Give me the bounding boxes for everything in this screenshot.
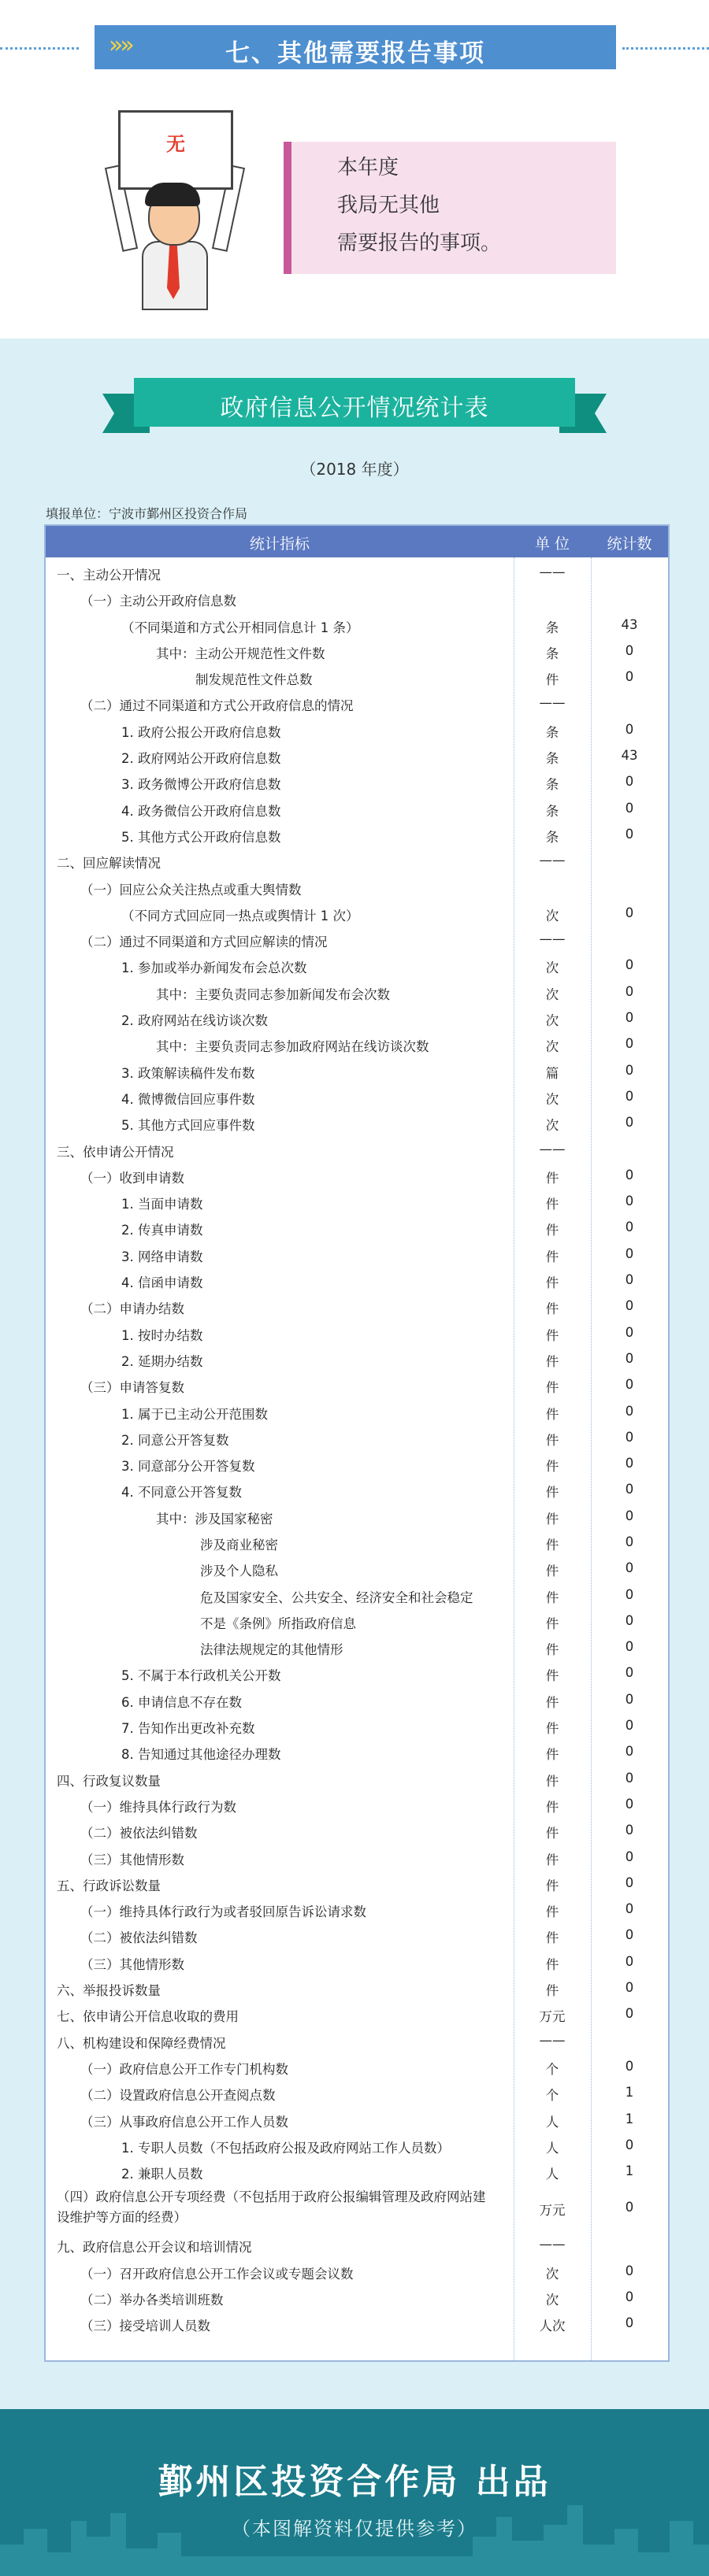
row-indicator: 八、机构建设和保障经费情况 — [57, 2035, 226, 2051]
row-value: 1 — [625, 2163, 634, 2179]
sign-text: 无 — [166, 133, 185, 155]
section-title-bar — [95, 25, 616, 69]
table-row — [46, 1031, 668, 1057]
header-count: 统计数 — [607, 535, 652, 553]
row-indicator: （三）申请答复数 — [80, 1380, 184, 1396]
table-row — [46, 1844, 668, 1870]
row-unit: —— — [539, 2032, 566, 2048]
table-row — [46, 847, 668, 873]
table-row — [46, 1188, 668, 1214]
table-row — [46, 2310, 668, 2336]
table-row — [46, 1817, 668, 1843]
table-row — [46, 2027, 668, 2053]
row-unit: 次 — [545, 1118, 559, 1134]
row-value: 0 — [625, 1691, 634, 1707]
row-unit: 件 — [545, 1616, 559, 1631]
table-row — [46, 2079, 668, 2105]
table-row — [46, 952, 668, 978]
row-unit: 件 — [545, 1826, 559, 1841]
row-indicator: 制发规范性文件总数 — [195, 672, 313, 688]
table-row — [46, 690, 668, 716]
row-indicator: （三）其他情形数 — [80, 1956, 184, 1972]
row-indicator: 涉及商业秘密 — [200, 1537, 278, 1553]
row-unit: 件 — [545, 1799, 559, 1815]
stats-title-ribbon — [134, 378, 575, 427]
row-unit: 件 — [545, 1852, 559, 1867]
row-indicator: （二）通过不同渠道和方式公开政府信息的情况 — [80, 698, 354, 714]
table-row — [46, 1922, 668, 1948]
table-row — [46, 1686, 668, 1712]
row-unit: 件 — [545, 1668, 559, 1684]
table-row — [46, 2106, 668, 2132]
row-indicator: （二）被依法纠错数 — [80, 1826, 198, 1841]
row-indicator: （一）召开政府信息公开工作会议或专题会议数 — [80, 2266, 354, 2282]
table-row — [46, 795, 668, 821]
table-row — [46, 1293, 668, 1319]
row-value: 0 — [625, 1849, 634, 1864]
row-indicator: 1. 按时办结数 — [121, 1327, 203, 1343]
row-unit: 件 — [545, 1406, 559, 1422]
table-row — [46, 559, 668, 585]
row-indicator: 六、举报投诉数量 — [57, 1983, 161, 1999]
row-indicator: （二）设置政府信息公开查阅点数 — [80, 2088, 276, 2104]
row-unit: 件 — [545, 1249, 559, 1264]
row-indicator: 其中：主要负责同志参加政府网站在线访谈次数 — [156, 1039, 429, 1055]
note-line-3: 需要报告的事项。 — [337, 231, 502, 255]
row-indicator: （三）其他情形数 — [80, 1852, 184, 1867]
row-indicator: 其中：主要负责同志参加新闻发布会次数 — [156, 986, 390, 1002]
row-value: 0 — [625, 826, 634, 842]
row-value: 1 — [625, 2111, 634, 2126]
row-value: 0 — [625, 1377, 634, 1393]
row-indicator: 1. 政府公报公开政府信息数 — [121, 724, 281, 740]
row-indicator: 四、行政复议数量 — [57, 1773, 161, 1789]
person-hair — [145, 183, 200, 206]
row-unit: —— — [539, 2237, 566, 2252]
table-row — [46, 1136, 668, 1162]
row-value: 43 — [621, 748, 638, 764]
row-unit: 件 — [545, 1773, 559, 1789]
row-unit: 万元 — [539, 2203, 566, 2219]
table-row — [46, 1555, 668, 1581]
row-indicator: 3. 网络申请数 — [121, 1249, 203, 1264]
table-row — [46, 1634, 668, 1660]
row-indicator: 2. 延期办结数 — [121, 1353, 203, 1369]
row-unit: 件 — [545, 1564, 559, 1579]
row-value: 0 — [625, 1010, 634, 1026]
row-value: 0 — [625, 1167, 634, 1183]
row-indicator: 危及国家安全、公共安全、经济安全和社会稳定 — [200, 1590, 473, 1605]
table-row — [46, 1371, 668, 1397]
row-value: 0 — [625, 1665, 634, 1681]
row-indicator: 3. 同意部分公开答复数 — [121, 1459, 255, 1475]
header-unit: 单 位 — [534, 535, 570, 553]
row-indicator: 法律法规规定的其他情形 — [200, 1642, 343, 1658]
row-unit: 次 — [545, 908, 559, 923]
row-unit: 条 — [545, 646, 559, 661]
row-value: 0 — [625, 1036, 634, 1052]
table-row — [46, 1896, 668, 1922]
row-indicator: 4. 微博微信回应事件数 — [121, 1091, 255, 1107]
row-unit: 人 — [545, 2167, 559, 2182]
row-unit: 件 — [545, 1904, 559, 1920]
row-value: 1 — [625, 2085, 634, 2100]
row-indicator: 2. 政府网站在线访谈次数 — [121, 1013, 268, 1029]
table-row — [46, 742, 668, 768]
row-value: 0 — [625, 1324, 634, 1340]
table-row — [46, 2231, 668, 2257]
footer — [0, 2409, 709, 2576]
table-header — [46, 526, 668, 557]
row-indicator: （一）政府信息公开工作专门机构数 — [80, 2061, 288, 2077]
row-indicator: 九、政府信息公开会议和培训情况 — [57, 2240, 252, 2256]
row-value: 0 — [625, 1534, 634, 1549]
row-indicator: 4. 政务微信公开政府信息数 — [121, 803, 281, 819]
row-indicator: 五、行政诉讼数量 — [57, 1878, 161, 1893]
row-unit: 件 — [545, 1878, 559, 1893]
row-indicator: （不同渠道和方式公开相同信息计 1 条） — [121, 620, 359, 635]
header-indicator: 统计指标 — [249, 535, 310, 553]
row-unit: 件 — [545, 1642, 559, 1658]
table-row — [46, 2053, 668, 2079]
table-row — [46, 768, 668, 794]
table-row — [46, 1241, 668, 1267]
row-indicator: 其中：涉及国家秘密 — [156, 1511, 273, 1527]
row-value: 0 — [625, 1639, 634, 1655]
row-unit: —— — [539, 931, 566, 947]
table-row — [46, 1765, 668, 1791]
row-indicator: 4. 不同意公开答复数 — [121, 1485, 242, 1501]
row-value: 0 — [625, 2315, 634, 2331]
row-value: 0 — [625, 800, 634, 816]
table-row — [46, 1109, 668, 1135]
row-value: 0 — [625, 1953, 634, 1969]
section-title: 七、其他需要报告事项 — [225, 39, 485, 68]
dotted-line-right — [622, 47, 709, 50]
row-indicator: 1. 属于已主动公开范围数 — [121, 1406, 268, 1422]
row-unit: 篇 — [545, 1065, 559, 1081]
row-indicator: 8. 告知通过其他途径办理数 — [121, 1747, 281, 1763]
person-holding-sign-illustration — [110, 110, 260, 307]
footer-title: 鄞州区投资合作局 出品 — [158, 2462, 551, 2502]
row-indicator: （二）申请办结数 — [80, 1301, 184, 1317]
table-row — [46, 1345, 668, 1371]
table-body — [46, 559, 668, 2337]
row-unit: —— — [539, 1141, 566, 1157]
row-value: 0 — [625, 1770, 634, 1786]
table-row — [46, 1450, 668, 1476]
table-row — [46, 1162, 668, 1188]
table-row — [46, 2258, 668, 2284]
row-indicator: 4. 信函申请数 — [121, 1275, 203, 1291]
row-unit: —— — [539, 564, 566, 579]
row-unit: 次 — [545, 2293, 559, 2308]
row-value: 0 — [625, 1298, 634, 1314]
row-value: 0 — [625, 1901, 634, 1917]
row-indicator: （一）主动公开政府信息数 — [80, 594, 236, 609]
row-unit: 条 — [545, 751, 559, 767]
row-value: 0 — [625, 1823, 634, 1838]
table-row — [46, 1005, 668, 1031]
row-unit: 件 — [545, 1223, 559, 1238]
row-value: 0 — [625, 957, 634, 973]
row-unit: 次 — [545, 1091, 559, 1107]
row-unit: 件 — [545, 1380, 559, 1396]
row-unit: —— — [539, 695, 566, 711]
section-7 — [0, 0, 709, 339]
row-indicator: （三）从事政府信息公开工作人员数 — [80, 2114, 288, 2130]
row-value: 0 — [625, 2200, 634, 2215]
table-row — [46, 1319, 668, 1345]
table-row — [46, 1738, 668, 1764]
table-row — [46, 2132, 668, 2158]
row-value: 0 — [625, 1586, 634, 1602]
row-unit: 件 — [545, 1275, 559, 1291]
row-unit: 件 — [545, 1197, 559, 1212]
table-row — [46, 1057, 668, 1083]
row-indicator: 2. 传真申请数 — [121, 1223, 203, 1238]
row-value: 0 — [625, 2137, 634, 2152]
table-row — [46, 1267, 668, 1293]
row-value: 0 — [625, 983, 634, 999]
row-value: 0 — [625, 774, 634, 790]
table-row — [46, 1503, 668, 1529]
row-value: 0 — [625, 1560, 634, 1576]
table-row — [46, 1476, 668, 1502]
table-row — [46, 2000, 668, 2026]
row-indicator: 6. 申请信息不存在数 — [121, 1694, 242, 1710]
row-unit: 条 — [545, 777, 559, 793]
row-indicator: 不是《条例》所指政府信息 — [200, 1616, 356, 1631]
row-unit: 件 — [545, 1930, 559, 1946]
table-row — [46, 1083, 668, 1109]
row-unit: 个 — [545, 2061, 559, 2077]
row-value: 0 — [625, 1194, 634, 1209]
row-unit: 件 — [545, 1327, 559, 1343]
table-row — [46, 2158, 668, 2184]
row-value: 0 — [625, 669, 634, 685]
table-row — [46, 1791, 668, 1817]
table-row — [46, 1529, 668, 1555]
row-value: 0 — [625, 2289, 634, 2304]
row-value: 0 — [625, 1220, 634, 1235]
row-unit: 人 — [545, 2114, 559, 2130]
row-indicator: 二、回应解读情况 — [57, 856, 161, 872]
table-row — [46, 900, 668, 926]
row-value: 0 — [625, 2006, 634, 2022]
row-value: 0 — [625, 1744, 634, 1760]
row-indicator: 5. 其他方式回应事件数 — [121, 1118, 255, 1134]
table-row — [46, 1424, 668, 1450]
row-unit: 条 — [545, 620, 559, 635]
row-value: 0 — [625, 1115, 634, 1131]
row-unit: 件 — [545, 1170, 559, 1186]
row-unit: 件 — [545, 1721, 559, 1737]
table-row — [46, 1712, 668, 1738]
row-value: 0 — [625, 1088, 634, 1104]
row-indicator: 3. 政务微博公开政府信息数 — [121, 777, 281, 793]
row-value: 0 — [625, 905, 634, 920]
row-unit: 件 — [545, 1459, 559, 1475]
row-unit: 件 — [545, 1432, 559, 1448]
table-row — [46, 1949, 668, 1975]
table-row — [46, 716, 668, 742]
row-unit: 人 — [545, 2140, 559, 2156]
row-indicator: 5. 不属于本行政机关公开数 — [121, 1668, 281, 1684]
row-indicator: （一）维持具体行政行为或者驳回原告诉讼请求数 — [80, 1904, 366, 1920]
stats-title: 政府信息公开情况统计表 — [220, 394, 489, 422]
row-indicator: 5. 其他方式公开政府信息数 — [121, 829, 281, 845]
row-value: 0 — [625, 1482, 634, 1497]
table-row — [46, 1608, 668, 1634]
table-row — [46, 1870, 668, 1896]
row-indicator: 涉及个人隐私 — [200, 1564, 278, 1579]
row-value: 0 — [625, 1456, 634, 1471]
row-indicator: 2. 兼职人员数 — [121, 2167, 203, 2182]
row-unit: —— — [539, 853, 566, 868]
row-unit: 次 — [545, 1013, 559, 1029]
footer-subtitle: （本图解资料仅提供参考） — [232, 2518, 477, 2540]
row-indicator: （二）被依法纠错数 — [80, 1930, 198, 1946]
table-row — [46, 664, 668, 690]
row-unit: 次 — [545, 1039, 559, 1055]
row-indicator: 一、主动公开情况 — [57, 568, 161, 583]
stats-section — [0, 339, 709, 2409]
table-row — [46, 2284, 668, 2310]
table-row — [46, 926, 668, 952]
row-indicator: 3. 政策解读稿件发布数 — [121, 1065, 255, 1081]
row-unit: 万元 — [539, 2009, 566, 2025]
row-unit: 人次 — [539, 2319, 566, 2334]
row-indicator: （二）通过不同渠道和方式回应解读的情况 — [80, 935, 328, 950]
table-row — [46, 612, 668, 638]
row-value: 0 — [625, 1875, 634, 1890]
table-row — [46, 1975, 668, 2000]
row-value: 43 — [621, 616, 638, 632]
table-row — [46, 979, 668, 1005]
row-unit: 个 — [545, 2088, 559, 2104]
chevron-arrows-icon: »» — [109, 31, 132, 59]
table-row — [46, 1214, 668, 1240]
dotted-line-left — [0, 47, 79, 50]
row-indicator: 三、依申请公开情况 — [57, 1144, 174, 1160]
row-indicator: （四）政府信息公开专项经费（不包括用于政府公报编辑管理及政府网站建设维护等方面的经费） — [57, 2189, 486, 2226]
row-unit: 次 — [545, 960, 559, 976]
reporting-unit: 填报单位：宁波市鄞州区投资合作局 — [46, 506, 248, 521]
row-indicator: （一）维持具体行政行为数 — [80, 1799, 236, 1815]
stats-year: （2018 年度） — [300, 460, 409, 479]
table-row — [46, 638, 668, 664]
row-indicator: （三）接受培训人员数 — [80, 2319, 210, 2334]
row-indicator: 1. 专职人员数（不包括政府公报及政府网站工作人员数） — [121, 2140, 450, 2156]
row-value: 0 — [625, 1612, 634, 1628]
row-value: 0 — [625, 1718, 634, 1734]
row-indicator: 其中：主动公开规范性文件数 — [156, 646, 325, 661]
table-row — [46, 1398, 668, 1424]
sign-board — [118, 110, 233, 190]
note-box — [284, 142, 616, 274]
row-unit: 件 — [545, 1747, 559, 1763]
row-value: 0 — [625, 1062, 634, 1078]
row-unit: 件 — [545, 1983, 559, 1999]
row-unit: 次 — [545, 986, 559, 1002]
row-value: 0 — [625, 1429, 634, 1445]
row-value: 0 — [625, 2058, 634, 2074]
row-value: 0 — [625, 1272, 634, 1288]
row-unit: 件 — [545, 1511, 559, 1527]
row-unit: 件 — [545, 1956, 559, 1972]
row-value: 0 — [625, 1980, 634, 1996]
row-indicator: 7. 告知作出更改补充数 — [121, 1721, 255, 1737]
row-value: 0 — [625, 1796, 634, 1812]
row-unit: 条 — [545, 803, 559, 819]
row-value: 0 — [625, 721, 634, 737]
table-row — [46, 874, 668, 900]
table-row — [46, 2184, 668, 2231]
row-indicator: （一）收到申请数 — [80, 1170, 184, 1186]
row-value: 0 — [625, 1508, 634, 1523]
row-indicator: 2. 政府网站公开政府信息数 — [121, 751, 281, 767]
table-row — [46, 1582, 668, 1608]
note-line-2: 我局无其他 — [337, 194, 440, 217]
table-row — [46, 585, 668, 611]
row-unit: 件 — [545, 1537, 559, 1553]
row-indicator: 1. 当面申请数 — [121, 1197, 203, 1212]
row-unit: 件 — [545, 672, 559, 688]
row-unit: 件 — [545, 1301, 559, 1317]
row-unit: 条 — [545, 829, 559, 845]
row-unit: 件 — [545, 1485, 559, 1501]
row-indicator: （一）回应公众关注热点或重大舆情数 — [80, 882, 302, 898]
row-unit: 件 — [545, 1590, 559, 1605]
row-indicator: 七、依申请公开信息收取的费用 — [57, 2009, 239, 2025]
row-indicator: （不同方式回应同一热点或舆情计 1 次） — [121, 908, 359, 923]
row-indicator: （二）举办各类培训班数 — [80, 2293, 224, 2308]
stats-table — [44, 524, 670, 2362]
row-unit: 次 — [545, 2266, 559, 2282]
row-value: 0 — [625, 642, 634, 658]
row-value: 0 — [625, 2263, 634, 2278]
row-value: 0 — [625, 1245, 634, 1261]
row-unit: 条 — [545, 724, 559, 740]
row-unit: 件 — [545, 1353, 559, 1369]
row-indicator: 2. 同意公开答复数 — [121, 1432, 229, 1448]
note-line-1: 本年度 — [337, 156, 399, 180]
row-value: 0 — [625, 1927, 634, 1943]
table-row — [46, 1660, 668, 1686]
row-indicator: 1. 参加或举办新闻发布会总次数 — [121, 960, 307, 976]
row-value: 0 — [625, 1403, 634, 1419]
row-unit: 件 — [545, 1694, 559, 1710]
table-row — [46, 821, 668, 847]
row-value: 0 — [625, 1350, 634, 1366]
